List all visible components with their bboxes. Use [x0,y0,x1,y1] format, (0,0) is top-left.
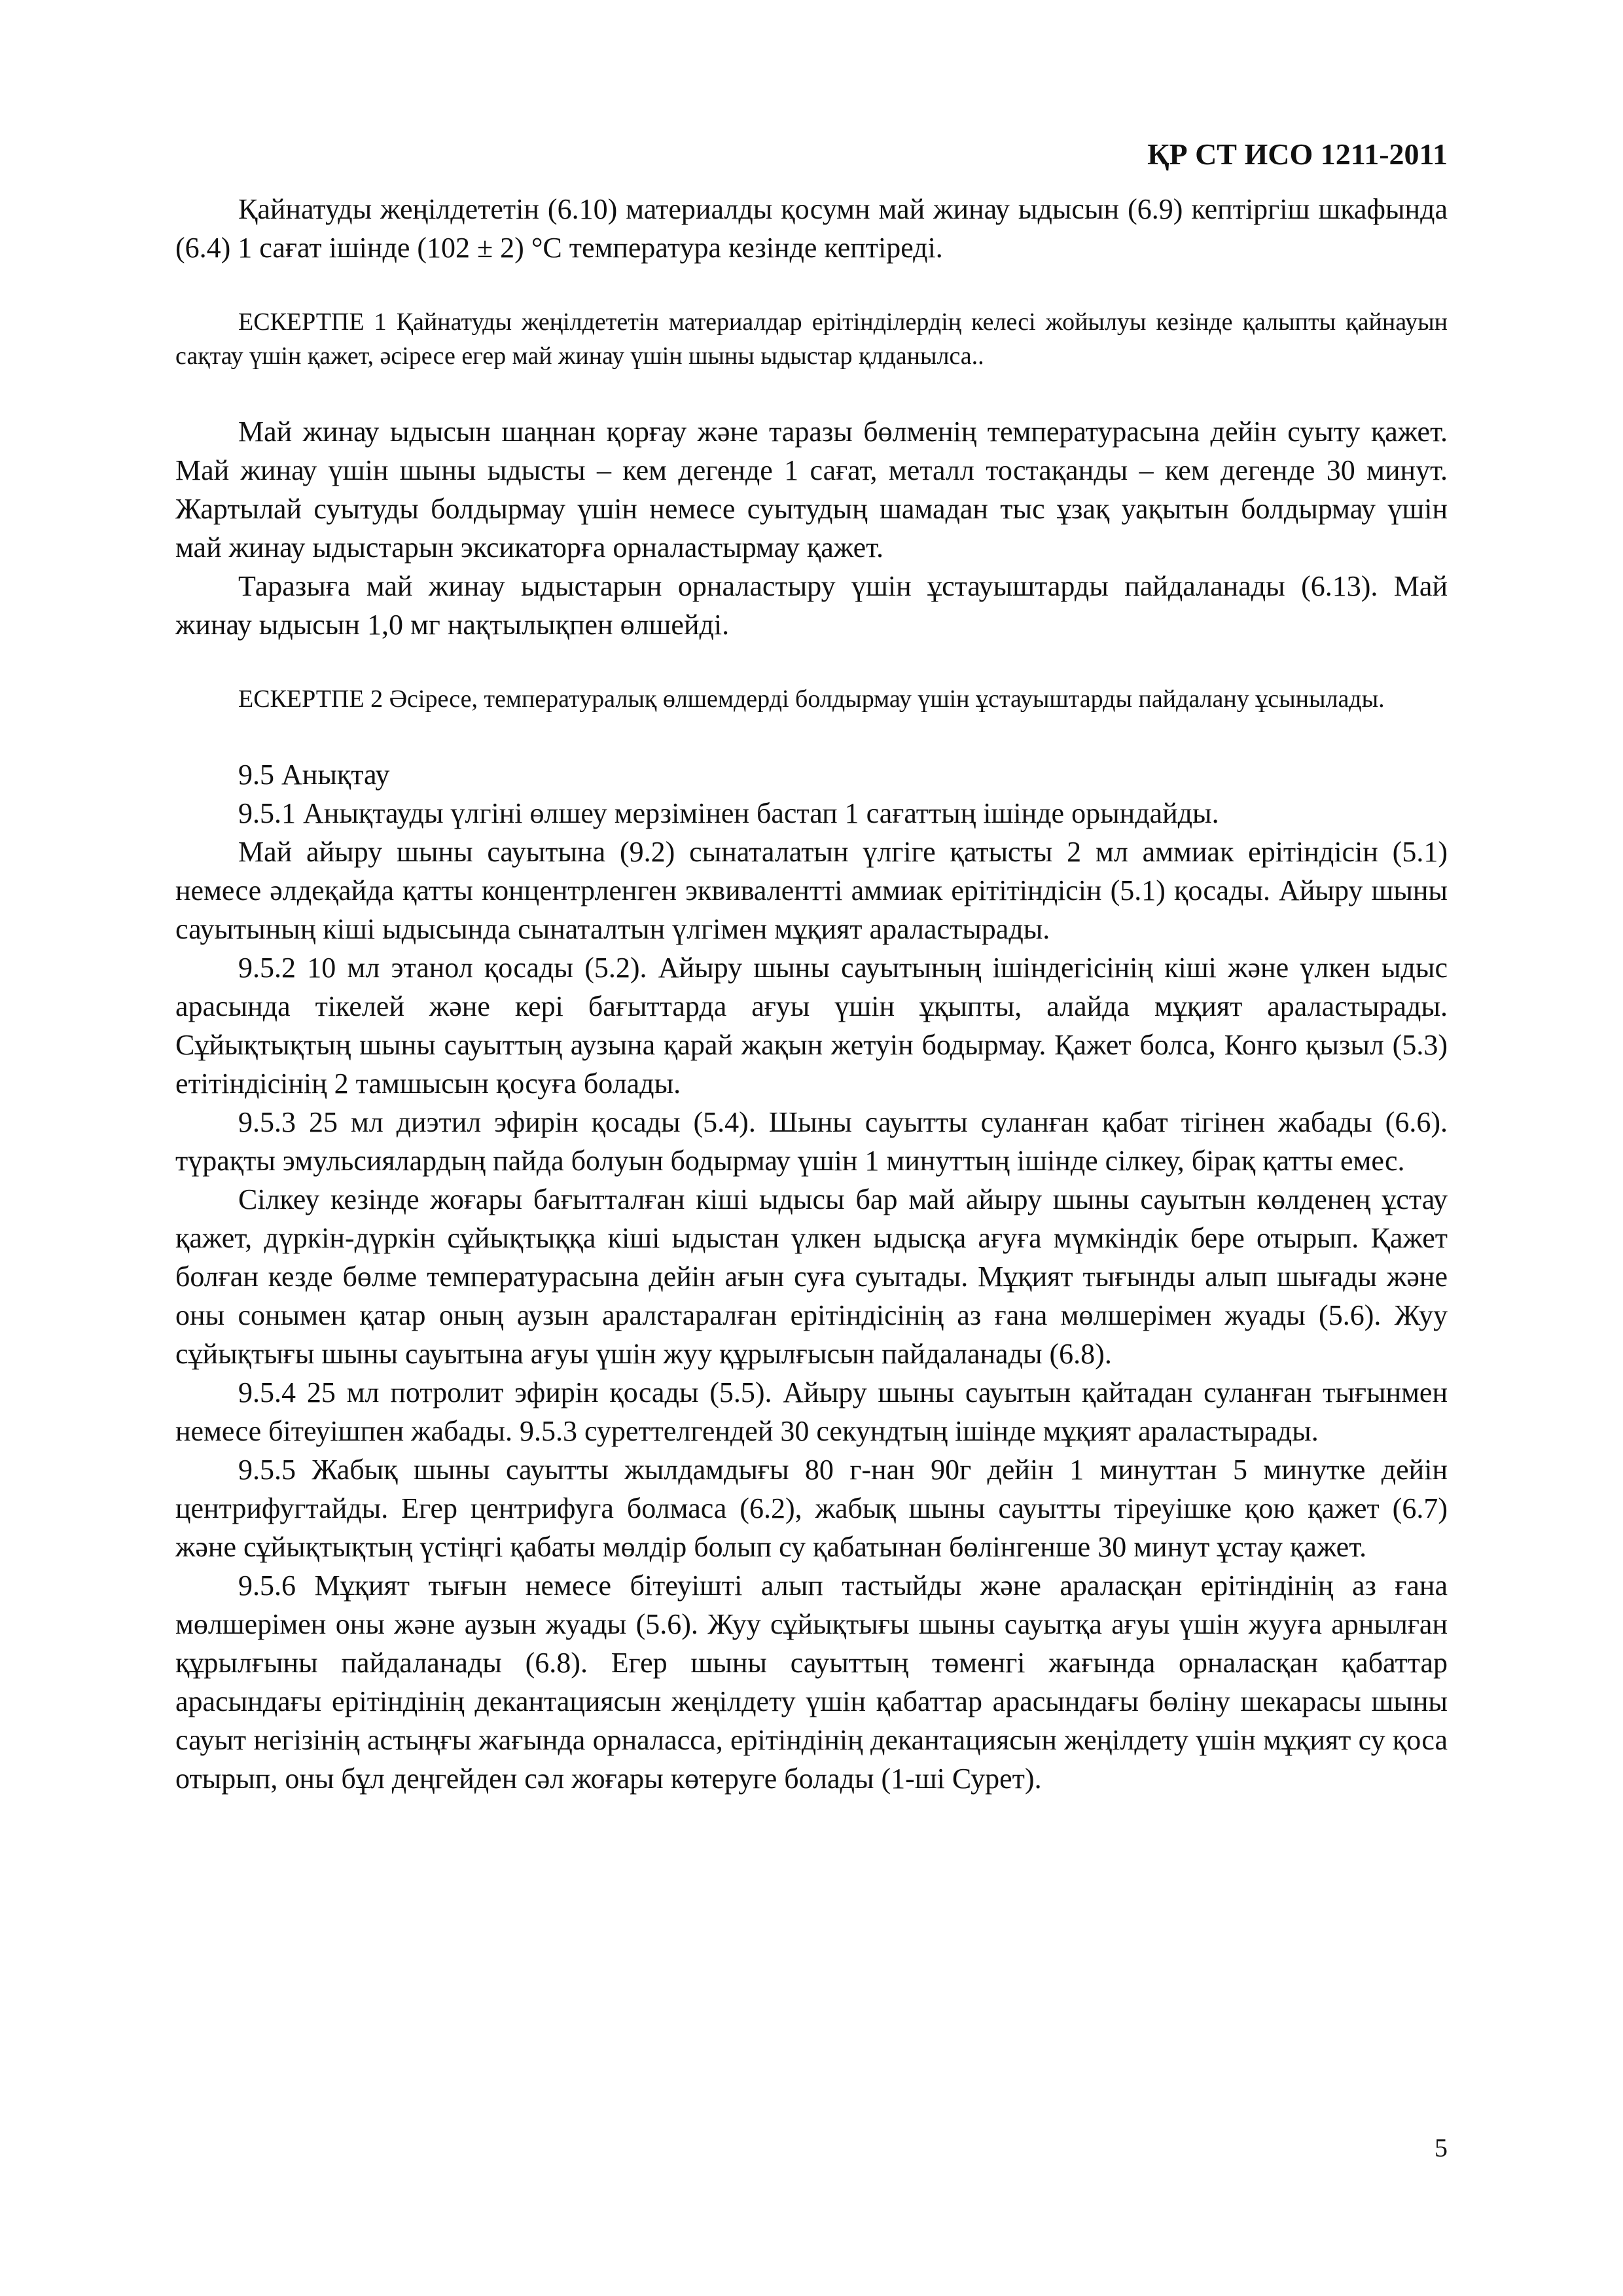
paragraph-cooling: Май жинау ыдысын шаңнан қорғау және таразы бөлменің температурасына дейін суыту қажет. Май жинау үшін шыны ыдысты – кем дегенде 1 сағат, металл тостақанды – кем дегенде 30 минут. Жартылай суытуды болдырмау үшін немесе суытудың шамадан тыс ұзақ уақытын болдырмау үшін май жинау ыдыстарын эксикаторға орналастырмау қажет. [175,416,1448,564]
paragraph-9-5-2: 9.5.2 10 мл этанол қосады (5.2). Айыру шыны сауытының ішіндегісінің кіші және үлкен ыдыс арасында тікелей және кері бағыттарда ағуы үшін ұқыпты, алайда мұқият араластырады. Сұйықтықтың шыны сауыттың аузына қарай жақын жетуін бодырмау. Қажет болса, Конго қызыл (5.3) етітіндісінің 2 тамшысын қосуға болады. [175,952,1448,1100]
document-body [175,190,1448,1798]
section-heading-9-5: 9.5 Анықтау [238,759,390,791]
paragraph-9-5-4: 9.5.4 25 мл потролит эфирін қосады (5.5). Айыру шыны сауытын қайтадан суланған тығынмен немесе бітеуішпен жабады. 9.5.3 суреттелгендей 30 секундтың ішінде мұқият араластырады. [175,1376,1448,1447]
paragraph-weighing: Таразыға май жинау ыдыстарын орналастыру үшін ұстауыштарды пайдаланады (6.13). Май жинау ыдысын 1,0 мг нақтылықпен өлшейді. [175,570,1448,641]
paragraph-drying: Қайнатуды жеңілдететін (6.10) материалды қосумн май жинау ыдысын (6.9) кептіргіш шкафында (6.4) 1 сағат ішінде (102 ± 2) °С температура кезінде кептіреді. [175,193,1448,264]
paragraph-9-5-3: 9.5.3 25 мл диэтил эфирін қосады (5.4). Шыны сауытты суланған қабат тігінен жабады (6.6). түрақты эмульсиялардың пайда болуын бодырмау үшін 1 минуттың ішінде сілкеу, бірақ қатты емес. [175,1106,1448,1177]
paragraph-shaking: Сілкеу кезінде жоғары бағытталған кіші ыдысы бар май айыру шыны сауытын көлденең ұстау қажет, дүркін-дүркін сұйықтыққа кіші ыдыстан үлкен ыдысқа ағуға мүмкіндік бере отырып. Қажет болған кезде бөлме температурасына дейін ағын суға суытады. Мұқият тығынды алып шығады және оны сонымен қатар оның аузын аралстаралған ерітіндісінің аз ғана мөлшерімен жуады (5.6). Жуу сұйықтығы шыны сауытына ағуы үшін жуу құрылғысын пайдаланады (6.8). [175,1183,1448,1370]
paragraph-9-5-5: 9.5.5 Жабық шыны сауытты жылдамдығы 80 г-нан 90г дейін 1 минуттан 5 минутке дейін центрифугтайды. Егер центрифуга болмаса (6.2), жабық шыны сауытты тіреуішке қою қажет (6.7) және сұйықтықтың үстіңгі қабаты мөлдір болып су қабатынан бөлінгенше 30 минут ұстау қажет. [175,1454,1448,1563]
paragraph-9-5-1: 9.5.1 Анықтауды үлгіні өлшеу мерзімінен бастап 1 сағаттың ішінде орындайды. [238,797,1219,829]
paragraph-9-5-6: 9.5.6 Мұқият тығын немесе бітеуішті алып тастыйды және араласқан ерітіндінің аз ғана мөлшерімен оны және аузын жуады (5.6). Жуу сұйықтығы шыны сауытқа ағуы үшін жууға арнылған құрылғыны пайдаланады (6.8). Егер шыны сауыттың төменгі жағында орналасқан қабаттар арасындағы ерітіндінің декантациясын жеңілдету үшін қабаттар арасындағы бөліну шекарасы шыны сауыт негізінің астыңғы жағында орналасса, ерітіндінің декантациясын жеңілдету үшін мұқият су қоса отырып, оны бұл деңгейден сәл жоғары көтеруге болады (1-ші Сурет). [175,1570,1448,1795]
paragraph-ammonia: Май айыру шыны сауытына (9.2) сынаталатын үлгіге қатысты 2 мл аммиак ерітіндісін (5.1) немесе әлдеқайда қатты концентрленген эквивалентті аммиак ерітітіндісін (5.1) қосады. Айыру шыны сауытының кіші ыдысында сынаталтын үлгімен мұқият араластырады. [175,836,1448,945]
page-number: 5 [1435,2133,1448,2162]
document-id-header: ҚР СТ ИСО 1211-2011 [1147,137,1448,171]
note-2: ЕСКЕРТПЕ 2 Әсіресе, температуралық өлшемдерді болдырмау үшін ұстауыштарды пайдалану ұсынылады. [238,685,1385,713]
note-1: ЕСКЕРТПЕ 1 Қайнатуды жеңілдететін материалдар ерітінділердің келесі жойылуы кезінде қалыпты қайнауын сақтау үшін қажет, әсіресе егер май жинау үшін шыны ыдыстар қлданылса.. [175,308,1448,370]
